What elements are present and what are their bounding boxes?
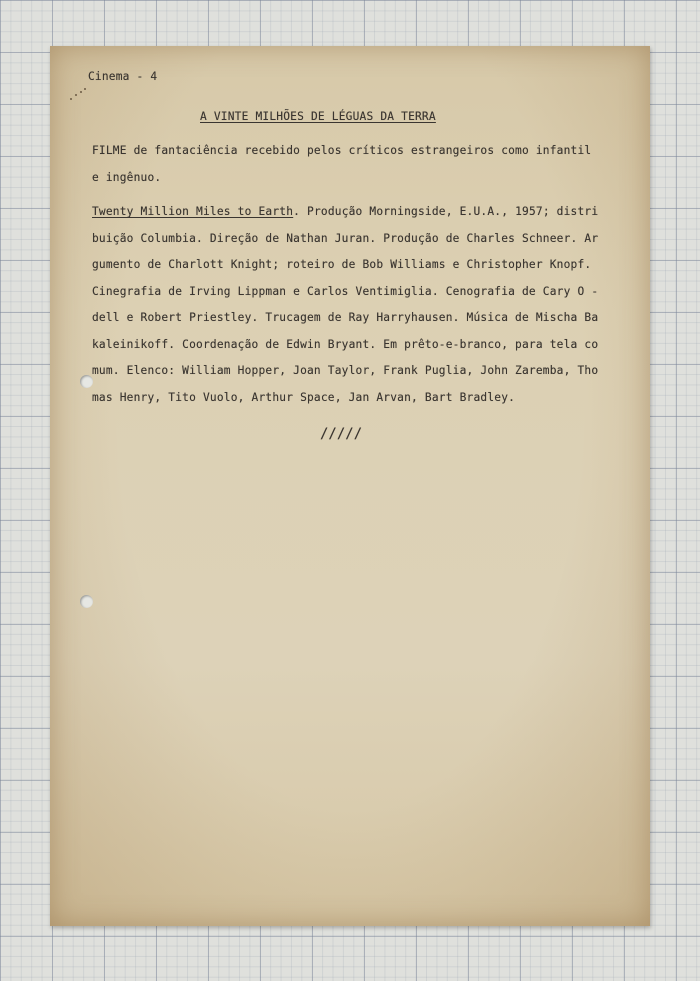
credits-paragraph <box>92 199 598 411</box>
text-line: gumento de Charlott Knight; roteiro de Bob Williams e Christopher Knopf. <box>92 258 592 271</box>
end-mark: ///// <box>320 426 363 442</box>
punch-hole <box>80 595 93 608</box>
page-header: Cinema - 4 <box>88 70 158 83</box>
pin-marks <box>68 86 88 106</box>
text-line: FILME de fantaciência recebido pelos críticos estrangeiros como infantil <box>92 144 592 157</box>
text-line: e ingênuo. <box>92 170 162 184</box>
document-title: A VINTE MILHÕES DE LÉGUAS DA TERRA <box>200 110 436 123</box>
typewritten-page <box>50 46 650 926</box>
text-line: dell e Robert Priestley. Trucagem de Ray Harryhausen. Música de Mischa Ba <box>92 311 599 324</box>
film-original-title: Twenty Million Miles to Earth <box>92 205 294 218</box>
lead-paragraph <box>92 138 591 191</box>
text-line: buição Columbia. Direção de Nathan Juran. Produção de Charles Schneer. Ar <box>92 231 599 245</box>
text-line: kaleinikoff. Coordenação de Edwin Bryant. Em prêto-e-branco, para tela co <box>92 337 599 351</box>
text-line: mas Henry, Tito Vuolo, Arthur Space, Jan Arvan, Bart Bradley. <box>92 390 516 404</box>
text-line: Cinegrafia de Irving Lippman e Carlos Ventimiglia. Cenografia de Cary O - <box>92 284 599 298</box>
text-line: mum. Elenco: William Hopper, Joan Taylor, Frank Puglia, John Zaremba, Tho <box>92 364 599 377</box>
text-line: Twenty Million Miles to Earth. Produção Morningside, E.U.A., 1957; distri <box>92 205 599 218</box>
